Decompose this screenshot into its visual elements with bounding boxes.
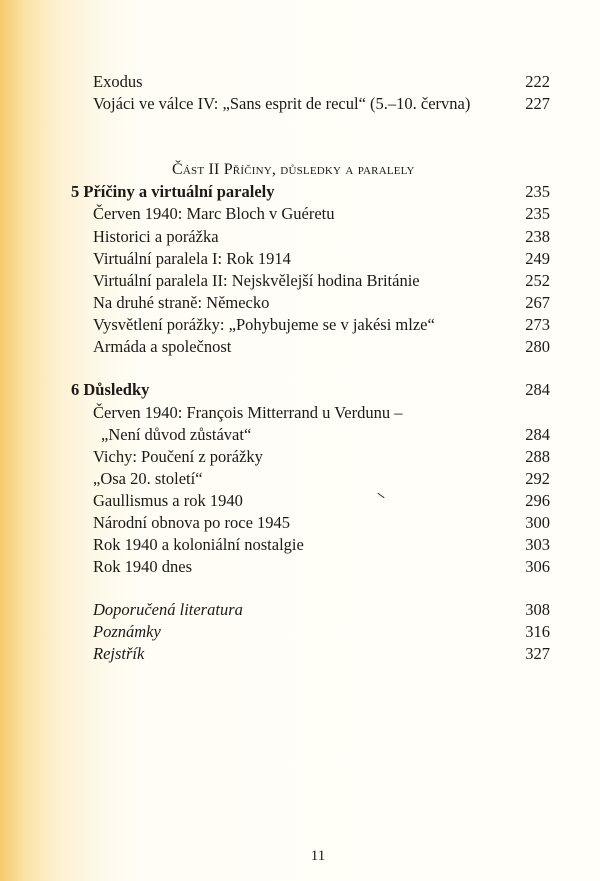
toc-entry-title: Virtuální paralela II: Nejskvělejší hodina Británie xyxy=(93,271,420,290)
toc-entry-title: Na druhé straně: Německo xyxy=(93,293,270,312)
back-matter-title: Rejstřík xyxy=(93,644,145,663)
chapter-entry xyxy=(0,379,600,401)
back-matter-entry xyxy=(0,599,600,621)
toc-entry xyxy=(0,490,600,512)
toc-entry-title: Rok 1940 a koloniální nostalgie xyxy=(93,535,304,554)
toc-entry-page: 280 xyxy=(525,337,550,356)
toc-entry-page: 288 xyxy=(525,447,550,466)
back-matter-entry xyxy=(0,643,600,665)
chapter-page: 235 xyxy=(525,182,550,201)
toc-entry-page: 267 xyxy=(525,293,550,312)
back-matter-title: Poznámky xyxy=(93,622,161,641)
toc-entry-page: 235 xyxy=(525,204,550,223)
back-matter-page: 308 xyxy=(525,600,550,619)
toc-entry xyxy=(0,71,600,93)
page-number: 11 xyxy=(310,848,326,864)
toc-entry-page: 238 xyxy=(525,227,550,246)
toc-entry-title: Národní obnova po roce 1945 xyxy=(93,513,291,532)
toc-entry-page: 222 xyxy=(525,72,550,91)
toc-entry-title: Rok 1940 dnes xyxy=(93,557,192,576)
toc-entry-page: 296 xyxy=(525,491,550,510)
chapter-title: 6 Důsledky xyxy=(71,380,150,399)
back-matter-entry xyxy=(0,621,600,643)
back-matter-page: 327 xyxy=(525,644,550,663)
toc-entry-title: Červen 1940: François Mitterrand u Verdunu – xyxy=(93,403,403,422)
toc-entry xyxy=(0,226,600,248)
back-matter-page: 316 xyxy=(525,622,550,641)
toc-entry xyxy=(0,446,600,468)
back-matter-title: Doporučená literatura xyxy=(93,600,243,619)
toc-entry xyxy=(0,336,600,358)
toc-entry-page: 249 xyxy=(525,249,550,268)
toc-entry-title: Exodus xyxy=(93,72,143,91)
toc-entry-title: „Není důvod zůstávat“ xyxy=(101,425,252,444)
toc-entry-page: 273 xyxy=(525,315,550,334)
toc-entry-title: Virtuální paralela I: Rok 1914 xyxy=(93,249,291,268)
toc-entry-title: Armáda a společnost xyxy=(93,337,232,356)
chapter-page: 284 xyxy=(525,380,550,399)
toc-entry xyxy=(0,424,600,446)
toc-entry xyxy=(0,292,600,314)
toc-entry xyxy=(0,512,600,534)
toc-entry-title: Červen 1940: Marc Bloch v Guéretu xyxy=(93,204,335,223)
toc-entry-title: Vojáci ve válce IV: „Sans esprit de recul“ (5.–10. června) xyxy=(93,94,471,113)
toc-entry xyxy=(0,203,600,225)
toc-entry-title: Vichy: Poučení z porážky xyxy=(93,447,263,466)
chapter-title: 5 Příčiny a virtuální paralely xyxy=(71,182,275,201)
toc-entry-page: 303 xyxy=(525,535,550,554)
toc-entry-title: Historici a porážka xyxy=(93,227,219,246)
toc-entry xyxy=(0,468,600,490)
toc-entry xyxy=(0,248,600,270)
toc-entry xyxy=(0,93,600,115)
toc-entry-page: 252 xyxy=(525,271,550,290)
toc-entry-title: „Osa 20. století“ xyxy=(93,469,203,488)
toc-entry xyxy=(0,314,600,336)
toc-entry xyxy=(0,556,600,578)
part-heading-label: Část II Příčiny, důsledky a paralely xyxy=(172,161,415,178)
toc-entry-page: 284 xyxy=(525,425,550,444)
toc-entry-page: 227 xyxy=(525,94,550,113)
toc-entry-title: Vysvětlení porážky: „Pohybujeme se v jakési mlze“ xyxy=(93,315,435,334)
toc-entry-page: 306 xyxy=(525,557,550,576)
toc-entry-page: 292 xyxy=(525,469,550,488)
toc-entry xyxy=(0,402,600,424)
toc-entry xyxy=(0,270,600,292)
chapter-entry xyxy=(0,181,600,203)
toc-entry-page: 300 xyxy=(525,513,550,532)
toc-entry xyxy=(0,534,600,556)
toc-entry-title: Gaullismus a rok 1940 xyxy=(93,491,243,510)
